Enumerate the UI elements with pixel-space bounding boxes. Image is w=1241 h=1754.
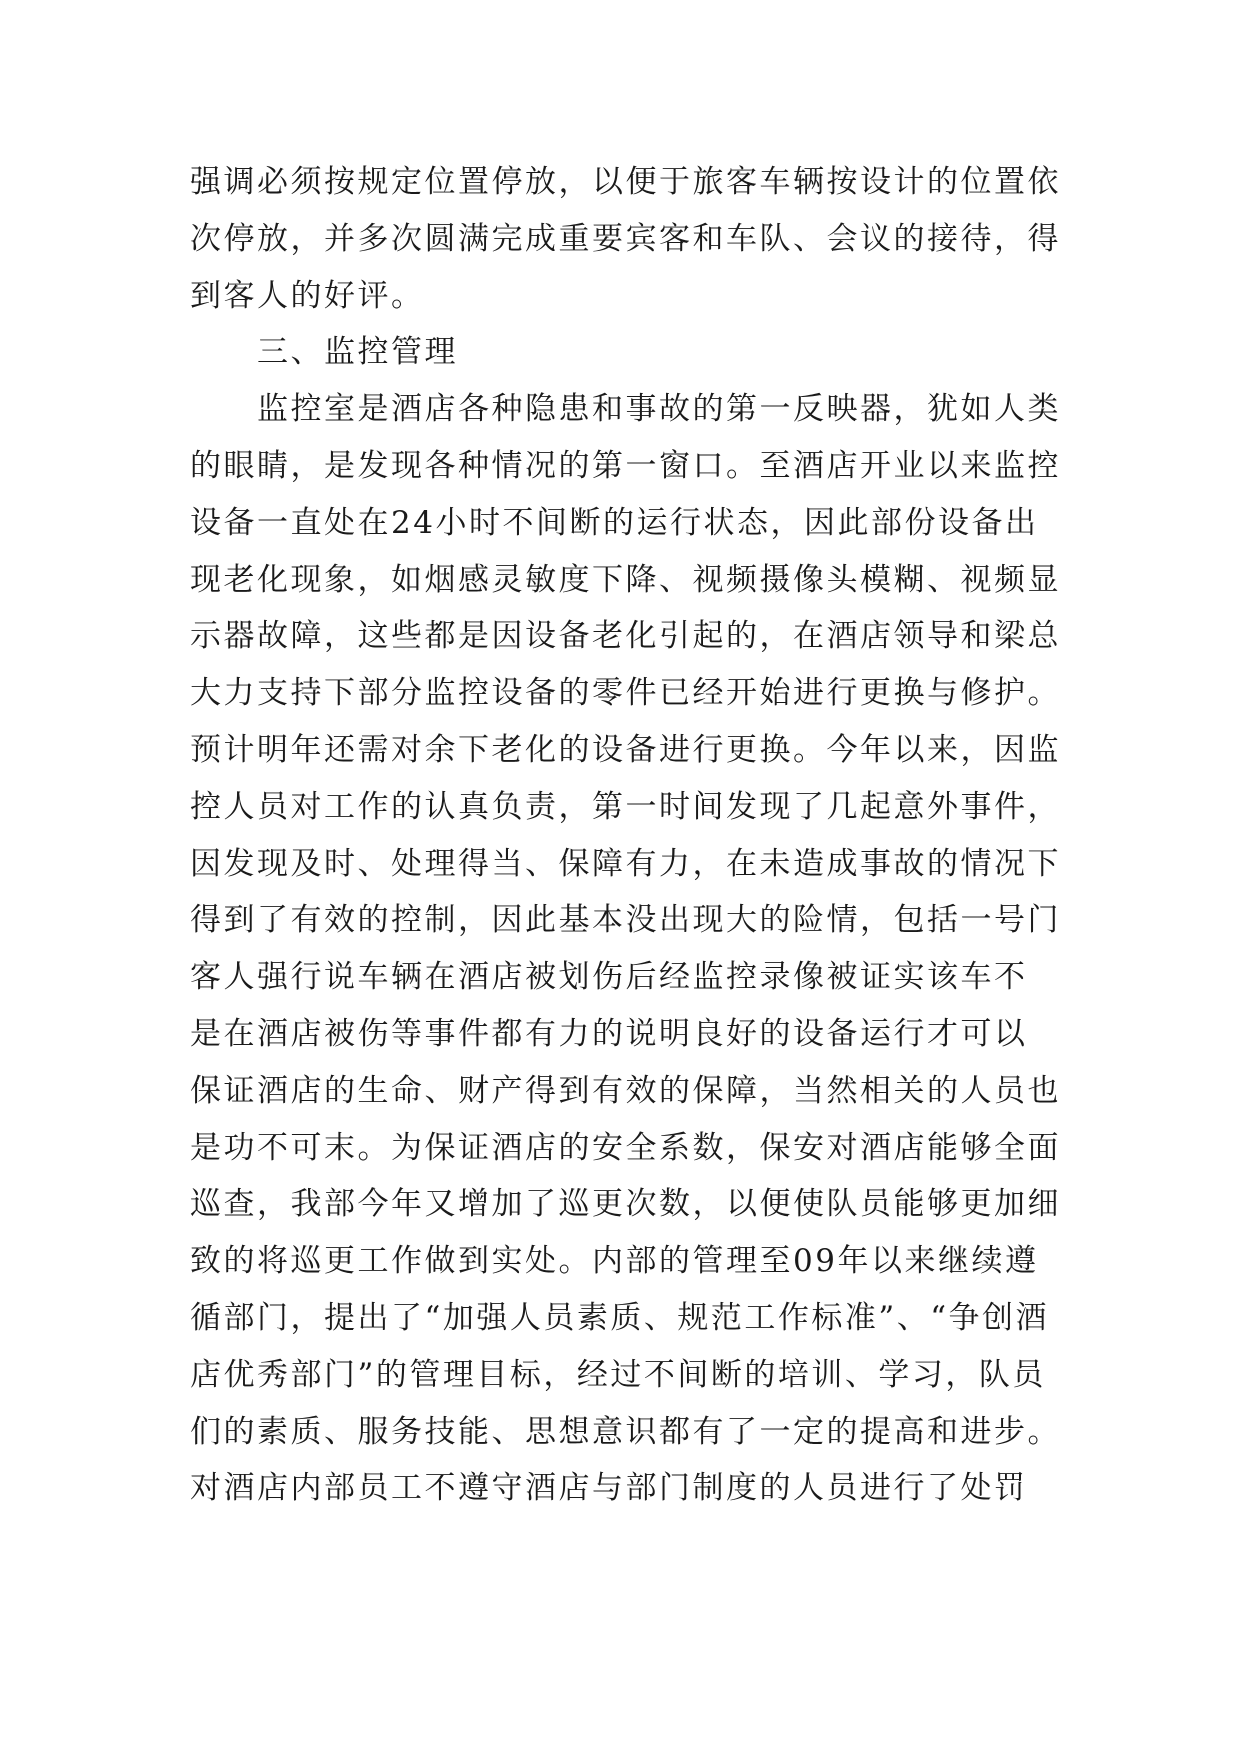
text-line: 示器故障，这些都是因设备老化引起的，在酒店领导和梁总: [190, 618, 1061, 655]
text-line: 得到了有效的控制，因此基本没出现大的险情，包括一号门: [190, 902, 1061, 939]
text-line: 设备一直处在24小时不间断的运行状态，因此部份设备出: [190, 504, 1039, 541]
text-line: 的眼睛，是发现各种情况的第一窗口。至酒店开业以来监控: [190, 447, 1061, 484]
text-line: 致的将巡更工作做到实处。内部的管理至09年以来继续遵: [190, 1243, 1039, 1280]
text-line: 现老化现象，如烟感灵敏度下降、视频摄像头模糊、视频显: [190, 561, 1061, 598]
text-line: 控人员对工作的认真负责，第一时间发现了几起意外事件，: [190, 788, 1061, 825]
text-line: 保证酒店的生命、财产得到有效的保障，当然相关的人员也: [190, 1072, 1061, 1109]
text-line: 大力支持下部分监控设备的零件已经开始进行更换与修护。: [190, 675, 1061, 712]
text-line: 因发现及时、处理得当、保障有力，在未造成事故的情况下: [190, 845, 1061, 882]
text-line: 是功不可末。为保证酒店的安全系数，保安对酒店能够全面: [190, 1129, 1061, 1166]
text-line: 监控室是酒店各种隐患和事故的第一反映器，犹如人类: [190, 391, 1061, 428]
section-heading: 三、监控管理: [190, 334, 458, 371]
text-line: 到客人的好评。: [190, 277, 425, 314]
text-line: 预计明年还需对余下老化的设备进行更换。今年以来，因监: [190, 731, 1061, 768]
text-line: 是在酒店被伤等事件都有力的说明良好的设备运行才可以: [190, 1015, 1028, 1052]
text-line: 们的素质、服务技能、思想意识都有了一定的提高和进步。: [190, 1413, 1061, 1450]
text-line: 店优秀部门”的管理目标，经过不间断的培训、学习，队员: [190, 1356, 1046, 1393]
text-line: 客人强行说车辆在酒店被划伤后经监控录像被证实该车不: [190, 959, 1028, 996]
text-line: 对酒店内部员工不遵守酒店与部门制度的人员进行了处罚: [190, 1470, 1028, 1507]
body-text: [190, 154, 1070, 1517]
text-line: 强调必须按规定位置停放，以便于旅客车辆按设计的位置依: [190, 164, 1061, 200]
text-line: 巡查，我部今年又增加了巡更次数，以便使队员能够更加细: [190, 1186, 1061, 1223]
text-line: 循部门，提出了“加强人员素质、规范工作标准”、“争创酒: [190, 1299, 1050, 1336]
text-line: 次停放，并多次圆满完成重要宾客和车队、会议的接待，得: [190, 220, 1061, 257]
